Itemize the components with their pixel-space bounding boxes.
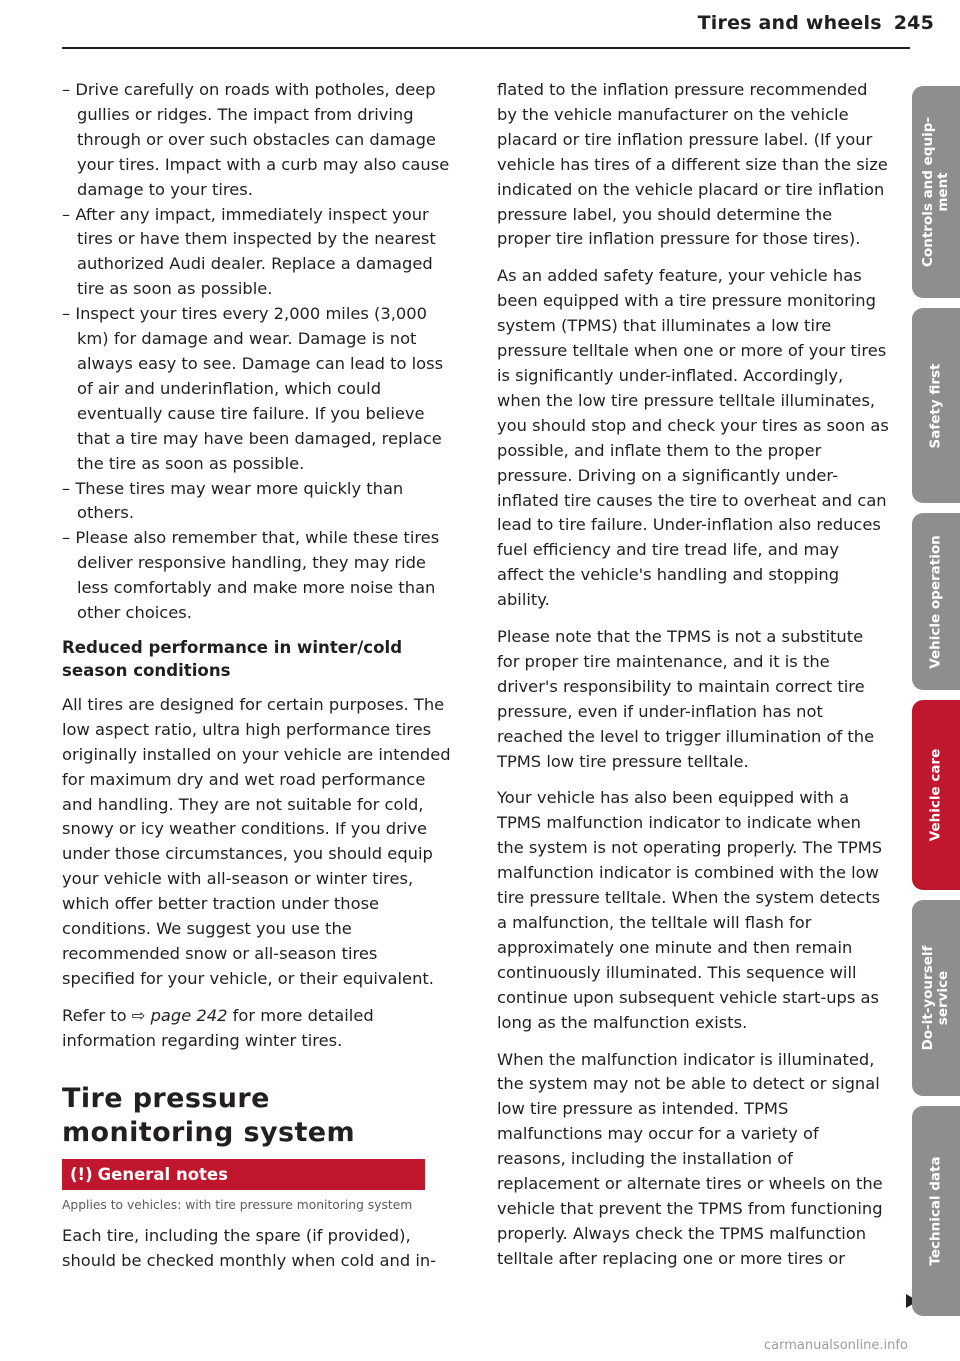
- bullet-item: – Inspect your tires every 2,000 miles (3,000 km) for damage and wear. Damage is not always easy to see. Damage can lead to loss of air and underinflation, which could eventually cause tire failure. If you believe that a tire may have been damaged, replace the tire as soon as possible.: [62, 304, 444, 473]
- tab-label: Controls and equip-: [920, 117, 936, 267]
- general-notes-title: General notes: [97, 1164, 228, 1184]
- tab-label: Do-it-yourself: [920, 945, 936, 1051]
- subheading-winter: Reduced performance in winter/cold season conditions: [62, 637, 403, 680]
- tab-label: service: [935, 970, 951, 1026]
- bullet-item: – Please also remember that, while these tires deliver responsive handling, they may ride less comfortably and make more noise than other choices.: [62, 528, 440, 623]
- applies-to-note: Applies to vehicles: with tire pressure monitoring system: [62, 1197, 413, 1212]
- page-number: 245: [893, 12, 934, 34]
- tab-label: Vehicle care: [927, 748, 944, 842]
- refer-prefix: Refer to: [62, 1005, 132, 1025]
- info-icon: (!): [70, 1164, 93, 1184]
- tab-safety-first[interactable]: [912, 308, 960, 503]
- body-paragraph: Please note that the TPMS is not a substitute for proper tire maintenance, and it is the driver's responsibility to maintain correct tire pressure, even if under-inflation has not reached the level to trigger illumination of the TPMS low tire pressure telltale.: [497, 627, 875, 771]
- right-column: [497, 78, 889, 1284]
- winter-paragraph: All tires are designed for certain purposes. The low aspect ratio, ultra high performance tires originally installed on your vehicle are intended for maximum dry and wet road performance and handling. They are not suitable for cold, snowy or icy weather conditions. If you drive under those circumstances, you should equip your vehicle with all-season or winter tires, which offer better traction under those conditions. We suggest you use the recommended snow or all-season tires specified for your vehicle, or their equivalent.: [62, 694, 451, 988]
- bullet-item: – After any impact, immediately inspect your tires or have them inspected by the nearest authorized Audi dealer. Replace a damaged tire as soon as possible.: [62, 204, 436, 299]
- page-header: [698, 12, 934, 34]
- closing-paragraph: Each tire, including the spare (if provided), should be checked monthly when cold and in-: [62, 1225, 437, 1270]
- tab-vehicle-care[interactable]: [912, 700, 960, 890]
- page-reference-link[interactable]: ⇨ page 242: [131, 1005, 228, 1025]
- header-title: Tires and wheels: [697, 12, 882, 34]
- tab-do-it-yourself-service[interactable]: [912, 900, 960, 1096]
- header-rule: [62, 47, 910, 49]
- refer-paragraph: [62, 1004, 454, 1054]
- general-notes-bar: [62, 1159, 425, 1190]
- section-heading: [62, 1082, 454, 1150]
- bullet-item: – These tires may wear more quickly than others.: [62, 478, 404, 523]
- tab-vehicle-operation[interactable]: [912, 513, 960, 690]
- body-paragraph: flated to the inflation pressure recommended by the vehicle manufacturer on the vehicle placard or tire inflation pressure label. (If your vehicle has tires of a different size than the size indicated on the vehicle placard or tire inflation pressure label, you should determine the proper tire inflation pressure for those tires).: [497, 80, 888, 249]
- bullet-item: – Drive carefully on roads with potholes, deep gullies or ridges. The impact from driving through or over such obstacles can damage your tires. Impact with a curb may also cause damage to your tires.: [62, 80, 450, 199]
- refer-suffix: for more detailed information regarding winter tires.: [62, 1005, 374, 1050]
- tab-label: Vehicle operation: [927, 534, 944, 669]
- tab-label: ment: [935, 172, 951, 212]
- tab-label: Technical data: [927, 1156, 944, 1266]
- left-column: [62, 78, 454, 1285]
- tab-technical-data[interactable]: [912, 1106, 960, 1316]
- watermark: carmanualsonline.info: [764, 1338, 908, 1353]
- body-paragraph: Your vehicle has also been equipped with a TPMS malfunction indicator to indicate when the system is not operating properly. The TPMS malfunction indicator is combined with the low tire pressure telltale. When the system detects a malfunction, the telltale will flash for approximately one minute and then remain continuously illuminated. This sequence will continue upon subsequent vehicle start-ups as long as the malfunction exists.: [497, 788, 883, 1032]
- body-paragraph: When the malfunction indicator is illuminated, the system may not be able to detect or signal low tire pressure as intended. TPMS malfunctions may occur for a variety of reasons, including the installation of replacement or alternate tires or wheels on the vehicle that prevent the TPMS from functioning properly. Always check the TPMS malfunction telltale after replacing one or more tires or: [497, 1049, 883, 1268]
- tab-controls-and-equipment[interactable]: [912, 86, 960, 298]
- tab-label: Safety first: [927, 363, 944, 448]
- section-heading-line: Tire pressure: [62, 1082, 270, 1114]
- body-paragraph: As an added safety feature, your vehicle has been equipped with a tire pressure monitoring system (TPMS) that illuminates a low tire pressure telltale when one or more of your tires is significantly under-inflated. Accordingly, when the low tire pressure telltale illuminates, you should stop and check your tires as soon as possible, and inflate them to the proper pressure. Driving on a significantly under-inflated tire causes the tire to overheat and can lead to tire failure. Under-inflation also reduces fuel efficiency and tire tread life, and may affect the vehicle's handling and stopping ability.: [497, 266, 889, 610]
- section-heading-line: monitoring system: [62, 1116, 356, 1148]
